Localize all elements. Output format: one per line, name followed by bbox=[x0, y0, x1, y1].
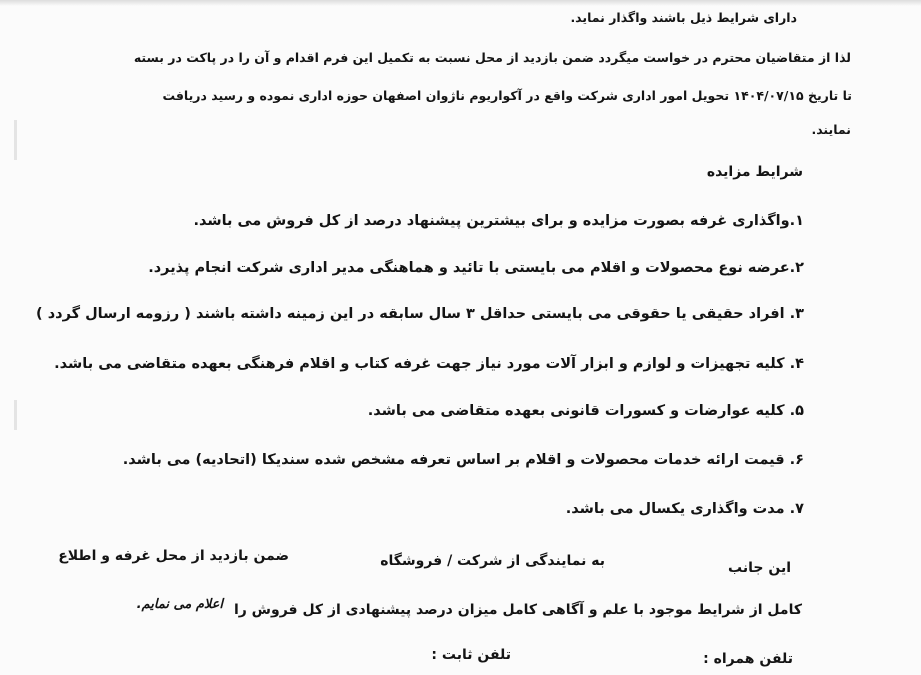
condition-item-5: ۵. کلیه عوارضات و کسورات قانونی بعهده متقاضی می باشد. bbox=[367, 403, 804, 419]
condition-item-2: ۲.عرضه نوع محصولات و اقلام می بایستی با تائید و هماهنگی مدیر اداری شرکت انجام پذیرد. bbox=[148, 260, 804, 276]
intro-line-3: تا تاریخ ۱۴۰۴/۰۷/۱۵ تحویل امور اداری شرکت واقع در آکواریوم ناژوان اصفهان حوزه اداری نموده و رسید دریافت bbox=[162, 88, 852, 103]
condition-item-7: ۷. مدت واگذاری یکسال می باشد. bbox=[565, 501, 804, 517]
form-announce-label: اعلام می نمایم. bbox=[136, 597, 223, 612]
intro-line-1: دارای شرایط ذیل باشند واگذار نماید. bbox=[570, 10, 797, 25]
condition-item-6: ۶. قیمت ارائه خدمات محصولات و اقلام بر اساس تعرفه مشخص شده سندیکا (اتحادیه) می باشد. bbox=[122, 452, 804, 468]
form-mobile-label: تلفن همراه : bbox=[703, 651, 793, 667]
scan-top-edge bbox=[0, 0, 921, 6]
form-undersigned-label: این جانب bbox=[728, 560, 791, 576]
form-visit-label: ضمن بازدید از محل غرفه و اطلاع bbox=[58, 548, 289, 564]
condition-item-4: ۴. کلیه تجهیزات و لوازم و ابزار آلات مورد نیاز جهت غرفه کتاب و اقلام فرهنگی بعهده متقاضی می باشد. bbox=[54, 356, 804, 372]
intro-line-2: لذا از متقاضیان محترم در خواست میگردد ضمن بازدید از محل نسبت به تکمیل این فرم اقدام و آن را در پاکت در بسته bbox=[133, 50, 851, 65]
conditions-heading: شرایط مزایده bbox=[706, 164, 803, 180]
intro-line-4: نمایند. bbox=[811, 122, 851, 137]
condition-item-3: ۳. افراد حقیقی یا حقوقی می بایستی حداقل ۳ سال سابقه در این زمینه داشته باشند ( رزومه ارسال گردد ) bbox=[36, 306, 804, 322]
form-representing-label: به نمایندگی از شرکت / فروشگاه bbox=[380, 553, 605, 569]
condition-item-1: ۱.واگذاری غرفه بصورت مزایده و برای بیشترین پیشنهاد درصد از کل فروش می باشد. bbox=[193, 213, 804, 229]
scan-artifact bbox=[14, 400, 17, 430]
scan-artifact bbox=[14, 120, 17, 160]
form-full-awareness-label: کامل از شرایط موجود با علم و آگاهی کامل میزان درصد پیشنهادی از کل فروش را bbox=[233, 602, 802, 618]
form-landline-label: تلفن ثابت : bbox=[431, 647, 511, 663]
